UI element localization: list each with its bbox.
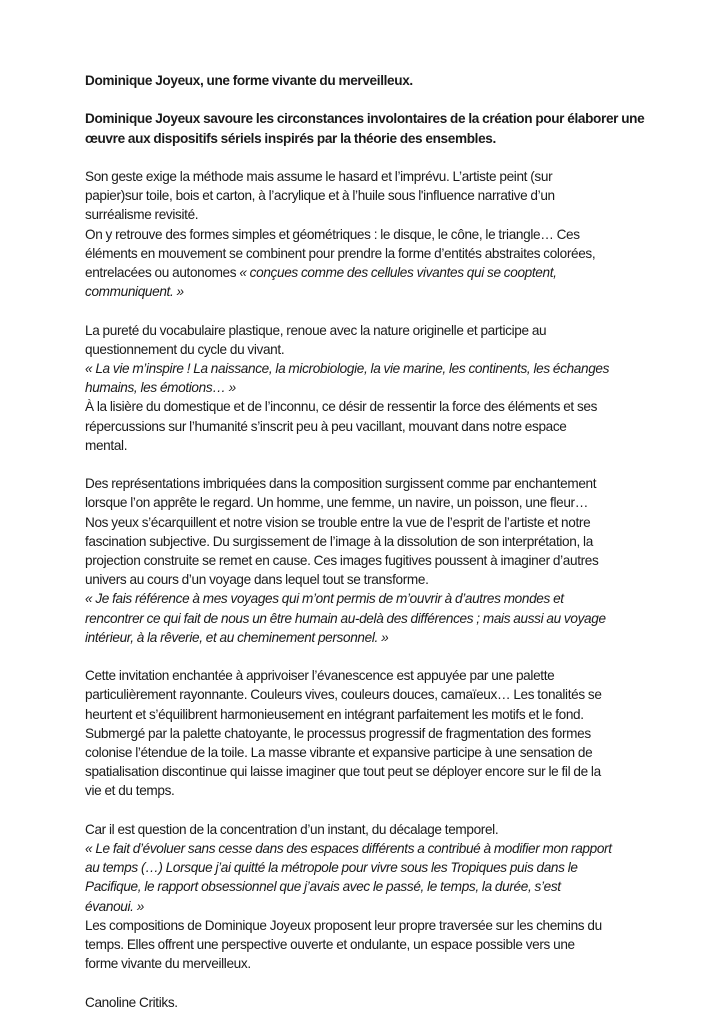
text-line: Nos yeux s’écarquillent et notre vision se trouble entre la vue de l’esprit de l’artiste et notre — [85, 514, 591, 530]
intro-line: œuvre aux dispositifs sériels inspirés par la théorie des ensembles. — [85, 130, 496, 146]
text-line: questionnement du cycle du vivant. — [85, 341, 285, 357]
paragraph-palette — [85, 666, 665, 800]
quote-line: Pacifique, le rapport obsessionnel que j’avais avec le passé, le temps, la durée, s’est — [85, 879, 561, 895]
text-line: heurtent et s’équilibrent harmonieusement en intégrant parfaitement les motifs et le fond. — [85, 706, 584, 722]
quote-line: « Le fait d’évoluer sans cesse dans des espaces différents a contribué à modifier mon rapport — [85, 841, 612, 857]
text-line: Submergé par la palette chatoyante, le processus progressif de fragmentation des formes — [85, 725, 591, 741]
text-line: Les compositions de Dominique Joyeux proposent leur propre traversée sur les chemins du — [85, 917, 602, 933]
text-line: Des représentations imbriquées dans la composition surgissent comme par enchantement — [85, 476, 597, 492]
quote-line: « La vie m’inspire ! La naissance, la microbiologie, la vie marine, les continents, les échanges — [85, 361, 610, 376]
intro-line: Dominique Joyeux savoure les circonstances involontaires de la création pour élaborer une — [85, 111, 645, 127]
text-line: La pureté du vocabulaire plastique, renoue avec la nature originelle et participe au — [85, 322, 547, 338]
quote-line: rencontrer ce qui fait de nous un être humain au-delà des différences ; mais aussi au voyage — [85, 610, 606, 626]
document-page — [85, 71, 665, 1031]
quote-line: évanoui. » — [85, 898, 144, 914]
text-line: mental. — [85, 437, 128, 453]
paragraph-time — [85, 820, 665, 974]
intro-paragraph — [85, 109, 665, 147]
text-line: surréalisme revisité. — [85, 207, 199, 223]
text-line: fascination subjective. Du surgissement de l’image à la dissolution de son interprétation, la — [85, 533, 593, 549]
quote-line: intérieur, à la rêverie, et au cheminement personnel. » — [85, 629, 389, 645]
paragraph-representations — [85, 474, 665, 647]
text-line: univers au cours d’un voyage dans lequel tout se transforme. — [85, 572, 429, 588]
quote-segment: « conçues comme des cellules vivantes qui se cooptent, — [239, 265, 557, 280]
text-line: Son geste exige la méthode mais assume le hasard et l’imprévu. L’artiste peint (sur — [85, 168, 553, 184]
text-line: papier)sur toile, bois et carton, à l’acrylique et à l’huile sous l'influence narrative d’un — [85, 188, 555, 204]
text-line: répercussions sur l’humanité s’inscrit peu à peu vacillant, mouvant dans notre espace — [85, 418, 567, 434]
text-line: Cette invitation enchantée à apprivoiser l’évanescence est appuyée par une palette — [85, 668, 555, 684]
title-line: Dominique Joyeux, une forme vivante du merveilleux. — [85, 73, 413, 88]
text-line: Car il est question de la concentration d’un instant, du décalage temporel. — [85, 821, 499, 837]
text-line — [85, 263, 665, 282]
text-line: lorsque l’on apprête le regard. Un homme, une femme, un navire, un poisson, une fleur… — [85, 495, 588, 511]
text-line: À la lisière du domestique et de l’inconnu, ce désir de ressentir la force des éléments et ses — [85, 399, 598, 415]
text-line: éléments en mouvement se combinent pour prendre la forme d’entités abstraites colorées, — [85, 245, 596, 261]
text-line: particulièrement rayonnante. Couleurs vives, couleurs douces, camaïeux… Les tonalités se — [85, 687, 602, 703]
signature — [85, 993, 665, 1012]
text-line: On y retrouve des formes simples et géométriques : le disque, le cône, le triangle… Ces — [85, 226, 580, 242]
text-line: vie et du temps. — [85, 783, 175, 799]
text-line: spatialisation discontinue qui laisse imaginer que tout peut se déployer encore sur le fil de la — [85, 764, 601, 780]
paragraph-vocabulary — [85, 321, 665, 455]
signature-text: Canoline Critiks. — [85, 994, 178, 1010]
text-line: projection construite se remet en cause. Ces images fugitives poussent à imaginer d’autres — [85, 553, 599, 569]
text-line: temps. Elles offrent une perspective ouverte et ondulante, un espace possible vers une — [85, 937, 575, 953]
quote-line: communiquent. » — [85, 284, 184, 300]
document-title — [85, 71, 665, 90]
text-line: forme vivante du merveilleux. — [85, 956, 251, 972]
text-line: colonise l’étendue de la toile. La masse vibrante et expansive participe à une sensation de — [85, 745, 593, 761]
quote-line: humains, les émotions… » — [85, 380, 236, 396]
quote-line: au temps (…) Lorsque j’ai quitté la métropole pour vivre sous les Tropiques puis dans le — [85, 860, 578, 876]
paragraph-technique — [85, 167, 665, 301]
text-segment: entrelacées ou autonomes — [85, 265, 240, 280]
quote-line: « Je fais référence à mes voyages qui m’ont permis de m’ouvrir à d’autres mondes et — [85, 591, 564, 607]
